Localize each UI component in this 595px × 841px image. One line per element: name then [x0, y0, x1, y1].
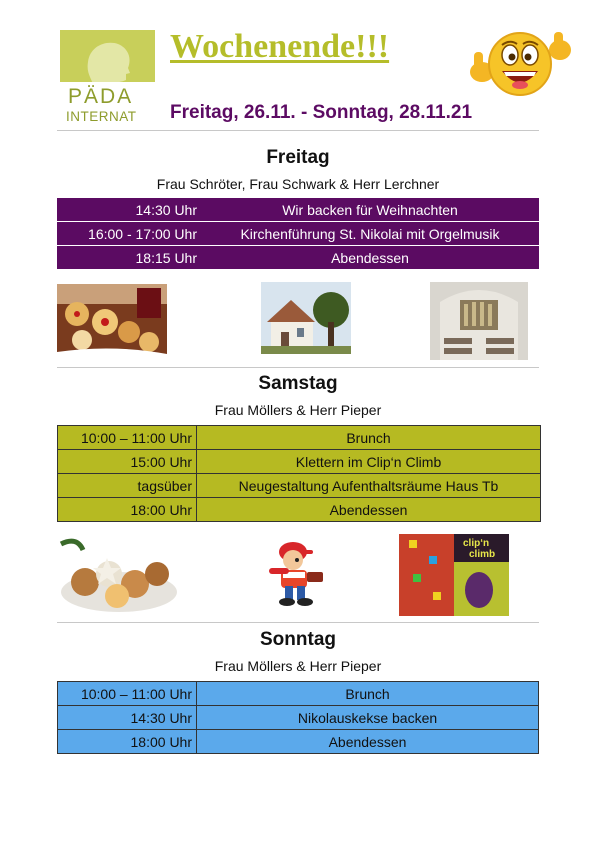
day-heading-friday: Freitag [266, 147, 330, 168]
brunch-pastries-photo [57, 534, 180, 616]
divider [57, 622, 539, 623]
logo-text-internat: INTERNAT [66, 109, 137, 124]
staff-sunday: Frau Möllers & Herr Pieper [214, 658, 382, 674]
cartoon-worker-running-icon [263, 538, 329, 608]
activity-cell: Abendessen [197, 498, 541, 522]
activity-cell: Kirchenführung St. Nikolai mit Orgelmusik [201, 222, 539, 246]
time-cell: 16:00 - 17:00 Uhr [57, 222, 201, 246]
table-row [57, 222, 539, 246]
church-st-nikolai-photo [261, 282, 351, 354]
time-cell: 18:00 Uhr [58, 730, 197, 754]
time-cell: tagsüber [58, 474, 197, 498]
time-cell: 10:00 – 11:00 Uhr [58, 682, 197, 706]
clip-n-climb-photo [399, 534, 509, 616]
staff-saturday: Frau Möllers & Herr Pieper [214, 402, 382, 418]
activity-cell: Brunch [197, 426, 541, 450]
church-interior-organ-photo [430, 282, 528, 360]
date-range: Freitag, 26.11. - Sonntag, 28.11.21 [170, 102, 473, 123]
table-row [58, 706, 539, 730]
table-row [58, 450, 541, 474]
logo-text-paeda: PÄDA [68, 85, 134, 108]
day-heading-saturday: Samstag [258, 373, 338, 394]
divider [57, 367, 539, 368]
time-cell: 18:00 Uhr [58, 498, 197, 522]
activity-cell: Wir backen für Weihnachten [201, 198, 539, 222]
paeda-internat-logo [60, 30, 155, 125]
table-row [58, 730, 539, 754]
divider [57, 130, 539, 131]
table-row [57, 246, 539, 270]
activity-cell: Klettern im Clip‘n Climb [197, 450, 541, 474]
table-row [58, 426, 541, 450]
staff-friday: Frau Schröter, Frau Schwark & Herr Lerchner [156, 176, 440, 192]
time-cell: 10:00 – 11:00 Uhr [58, 426, 197, 450]
time-cell: 14:30 Uhr [57, 198, 201, 222]
head-silhouette-icon [80, 38, 135, 88]
table-row [58, 498, 541, 522]
table-row [57, 198, 539, 222]
climb-sign-text: clip‘n [463, 538, 490, 549]
activity-cell: Abendessen [201, 246, 539, 270]
page-title: Wochenende!!! [170, 28, 390, 65]
schedule-table-sunday [57, 681, 539, 754]
activity-cell: Brunch [197, 682, 539, 706]
thumbs-up-smiley-icon [468, 26, 572, 98]
table-row [58, 682, 539, 706]
activity-cell: Neugestaltung Aufenthaltsräume Haus Tb [197, 474, 541, 498]
time-cell: 18:15 Uhr [57, 246, 201, 270]
climb-sign-text: climb [469, 549, 496, 560]
schedule-table-friday [57, 198, 539, 270]
time-cell: 14:30 Uhr [58, 706, 197, 730]
schedule-table-saturday [57, 425, 541, 522]
time-cell: 15:00 Uhr [58, 450, 197, 474]
activity-cell: Abendessen [197, 730, 539, 754]
table-row [58, 474, 541, 498]
christmas-cookies-photo [57, 284, 167, 358]
activity-cell: Nikolauskekse backen [197, 706, 539, 730]
day-heading-sunday: Sonntag [260, 629, 336, 650]
